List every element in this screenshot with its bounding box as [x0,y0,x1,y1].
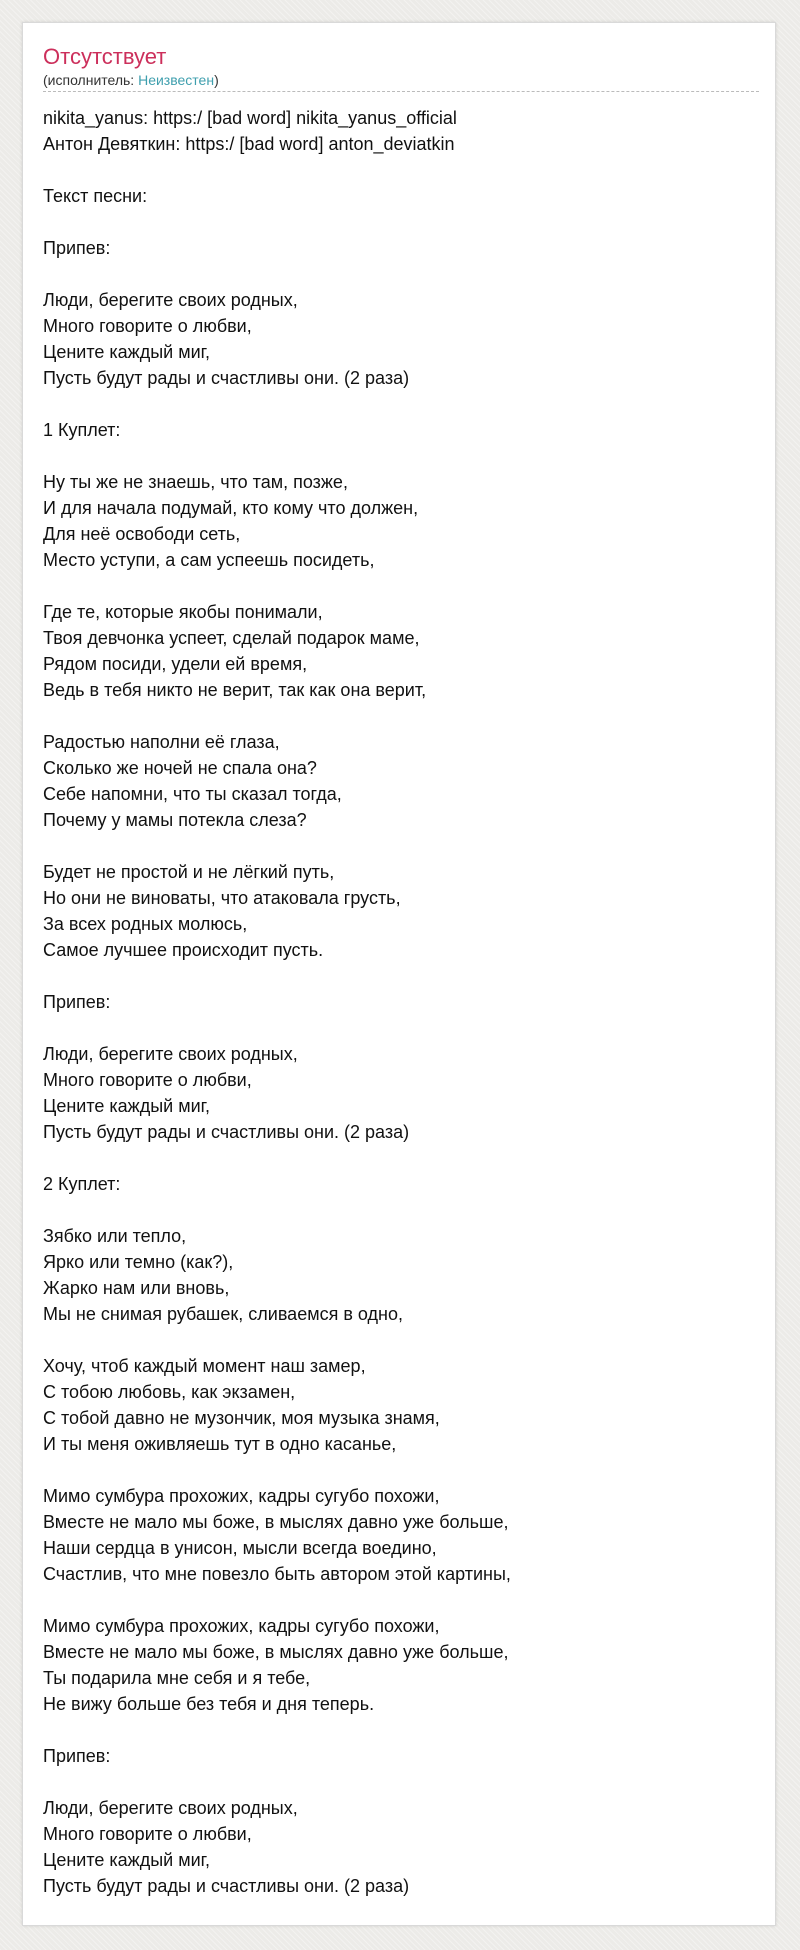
lyrics-line: Себе напомни, что ты сказал тогда, [43,784,342,804]
artist-prefix: (исполнитель: [43,72,139,88]
lyrics-blank-line [43,1327,759,1353]
lyrics-blank-line [43,209,759,235]
lyrics-line: Люди, берегите своих родных, [43,1798,298,1818]
lyrics-line: С тобой давно не музончик, моя музыка знамя, [43,1408,440,1428]
lyrics-line: Рядом посиди, удели ей время, [43,654,308,674]
lyrics-line: Припев: [43,238,111,258]
lyrics-line: Хочу, чтоб каждый момент наш замер, [43,1356,366,1376]
lyrics-card [22,22,776,1926]
lyrics-blank-line [43,573,759,599]
lyrics-blank-line [43,1587,759,1613]
lyrics-line: Пусть будут рады и счастливы они. (2 раза) [43,1876,410,1896]
lyrics-blank-line [43,1457,759,1483]
lyrics-line: 2 Куплет: [43,1174,121,1194]
lyrics-line: Люди, берегите своих родных, [43,1044,298,1064]
lyrics-blank-line [43,1145,759,1171]
lyrics-line: Много говорите о любви, [43,1070,252,1090]
lyrics-line: Жарко нам или вновь, [43,1278,230,1298]
lyrics-line: И ты меня оживляешь тут в одно касанье, [43,1434,397,1454]
lyrics-line: Ведь в тебя никто не верит, так как она верит, [43,680,427,700]
lyrics-line: Сколько же ночей не спала она? [43,758,317,778]
song-header [43,43,759,92]
lyrics-line: Место уступи, а сам успеешь посидеть, [43,550,375,570]
artist-suffix: ) [214,72,219,88]
lyrics-blank-line [43,963,759,989]
lyrics-line: Радостью наполни её глаза, [43,732,280,752]
lyrics-line: Для неё освободи сеть, [43,524,241,544]
lyrics-line: Антон Девяткин: https:/ [bad word] anton_deviatkin [43,134,455,154]
lyrics-line: Почему у мамы потекла слеза? [43,810,307,830]
artist-link[interactable]: Неизвестен [138,72,215,88]
lyrics-line: Цените каждый миг, [43,342,210,362]
lyrics-line: Припев: [43,992,111,1012]
lyrics-line: Ну ты же не знаешь, что там, позже, [43,472,348,492]
lyrics-line: Где те, которые якобы понимали, [43,602,323,622]
lyrics-line: Пусть будут рады и счастливы они. (2 раза) [43,1122,410,1142]
lyrics-line: С тобою любовь, как экзамен, [43,1382,296,1402]
lyrics-line: Ты подарила мне себя и я тебе, [43,1668,311,1688]
lyrics-blank-line [43,443,759,469]
lyrics-text [43,105,759,1899]
lyrics-line: Пусть будут рады и счастливы они. (2 раза) [43,368,410,388]
lyrics-line: Много говорите о любви, [43,316,252,336]
lyrics-line: Мы не снимая рубашек, сливаемся в одно, [43,1304,403,1324]
lyrics-line: Вместе не мало мы боже, в мыслях давно уже больше, [43,1512,509,1532]
lyrics-line: Мимо сумбура прохожих, кадры сугубо похожи, [43,1616,440,1636]
lyrics-line: 1 Куплет: [43,420,121,440]
lyrics-line: Самое лучшее происходит пусть. [43,940,324,960]
lyrics-line: Текст песни: [43,186,148,206]
lyrics-line: Мимо сумбура прохожих, кадры сугубо похожи, [43,1486,440,1506]
lyrics-line: Люди, берегите своих родных, [43,290,298,310]
lyrics-line: Припев: [43,1746,111,1766]
lyrics-blank-line [43,391,759,417]
lyrics-line: Цените каждый миг, [43,1850,210,1870]
lyrics-blank-line [43,833,759,859]
lyrics-line: nikita_yanus: https:/ [bad word] nikita_yanus_official [43,108,457,128]
lyrics-blank-line [43,157,759,183]
lyrics-blank-line [43,1197,759,1223]
lyrics-line: Но они не виноваты, что атаковала грусть, [43,888,401,908]
lyrics-line: Будет не простой и не лёгкий путь, [43,862,335,882]
lyrics-line: Не вижу больше без тебя и дня теперь. [43,1694,375,1714]
song-title: Отсутствует [43,44,167,69]
lyrics-line: Наши сердца в унисон, мысли всегда воедино, [43,1538,437,1558]
artist-line [43,71,759,92]
lyrics-line: Зябко или тепло, [43,1226,187,1246]
lyrics-blank-line [43,1015,759,1041]
lyrics-blank-line [43,261,759,287]
lyrics-blank-line [43,1769,759,1795]
lyrics-line: И для начала подумай, кто кому что должен, [43,498,419,518]
lyrics-line: Много говорите о любви, [43,1824,252,1844]
lyrics-blank-line [43,703,759,729]
lyrics-line: Ярко или темно (как?), [43,1252,234,1272]
lyrics-line: Твоя девчонка успеет, сделай подарок маме, [43,628,420,648]
lyrics-line: Цените каждый миг, [43,1096,210,1116]
lyrics-blank-line [43,1717,759,1743]
lyrics-line: Счастлив, что мне повезло быть автором этой картины, [43,1564,511,1584]
lyrics-line: За всех родных молюсь, [43,914,248,934]
lyrics-line: Вместе не мало мы боже, в мыслях давно уже больше, [43,1642,509,1662]
